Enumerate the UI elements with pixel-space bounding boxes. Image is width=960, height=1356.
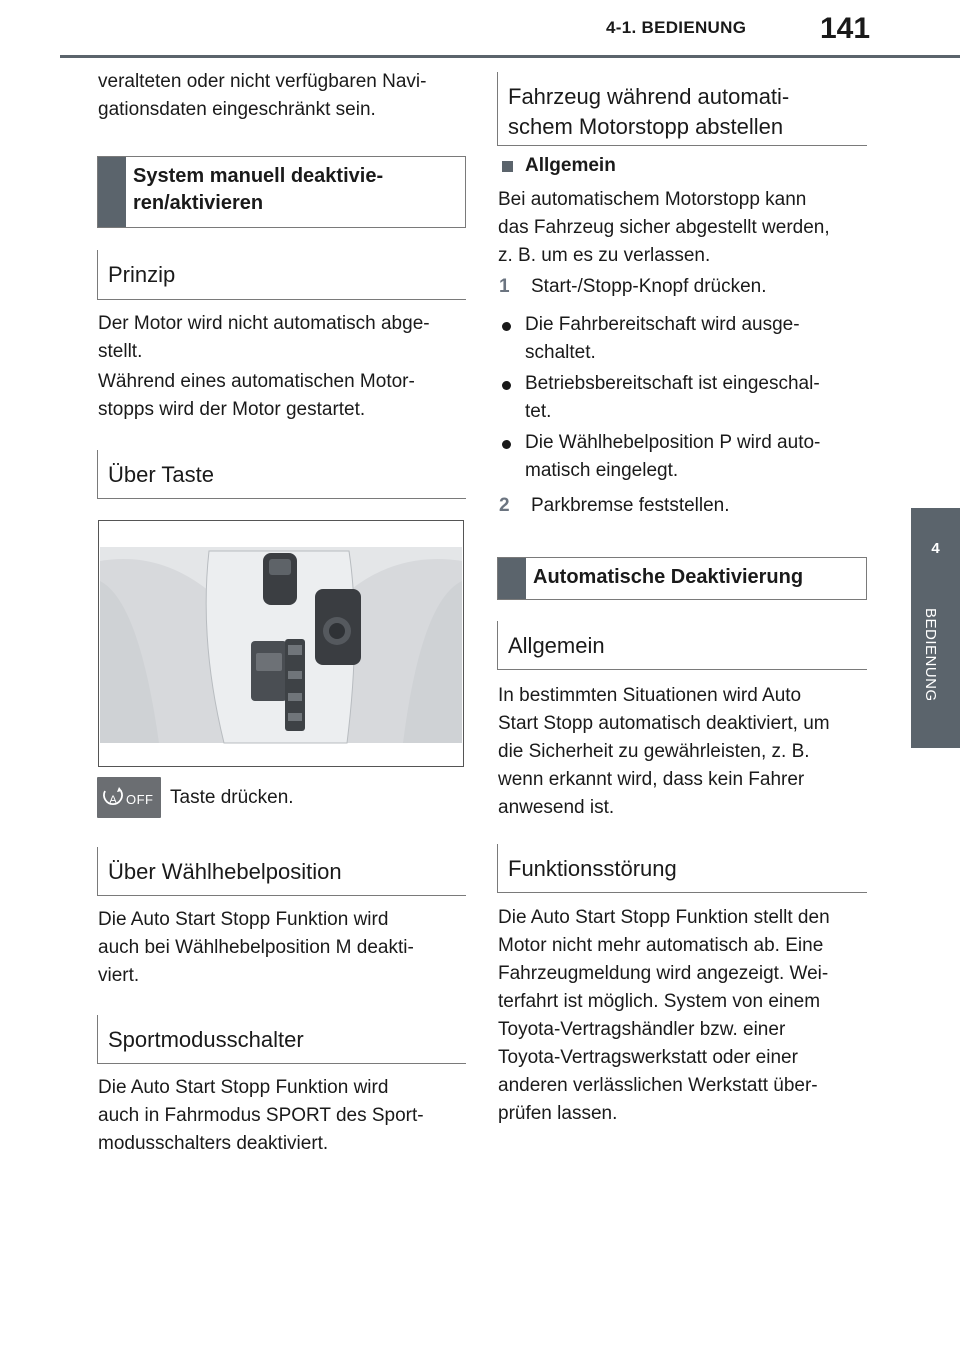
- subheading-allgemein-text: Allgemein: [508, 633, 605, 658]
- step-2-text: Parkbremse feststellen.: [531, 495, 730, 516]
- prinzip-paragraph-1: Der Motor wird nicht automatisch abge- stellt.: [98, 313, 430, 362]
- chapter-number: 4: [931, 540, 940, 557]
- svg-text:OFF: OFF: [126, 792, 154, 807]
- stoerung-paragraph: Die Auto Start Stopp Funktion stellt den Motor nicht mehr automatisch ab. Eine Fahrzeugmeldung wird angezeigt. Wei- terfahrt ist möglich. System von einem Toyota-Vertragshändler bzw. einer Toyota-Vertragswerkstatt oder einer anderen verlässlichen Werkstatt über- prüfen lassen.: [498, 907, 830, 1124]
- section-title: 4-1. BEDIENUNG: [606, 18, 747, 37]
- header-rule: [60, 55, 960, 58]
- square-marker-icon: [502, 161, 513, 172]
- bullet-icon: [502, 381, 511, 390]
- bullet-1: Die Fahrbereitschaft wird ausge- schaltet.: [525, 314, 800, 363]
- subheading-prinzip: [97, 250, 466, 300]
- subheading-stoerung-text: Funktionsstörung: [508, 856, 677, 881]
- allgemein-label: Allgemein: [525, 155, 616, 176]
- subheading-sport: [97, 1015, 466, 1064]
- heading-auto: Automatische Deaktivierung: [533, 566, 804, 588]
- waehlhebel-paragraph: Die Auto Start Stopp Funktion wird auch bei Wählhebelposition M deakti- viert.: [98, 909, 414, 986]
- heading-manual: System manuell deaktivie- ren/aktivieren: [133, 165, 384, 214]
- bullet-2: Betriebsbereitschaft ist eingeschal- tet.: [525, 373, 820, 422]
- subheading-waehlhebel-text: Über Wählhebelposition: [108, 859, 342, 884]
- button-caption: Taste drücken.: [170, 787, 294, 808]
- subheading-abstellen: [497, 72, 867, 146]
- heading-auto-box: [497, 557, 867, 600]
- subheading-prinzip-text: Prinzip: [108, 262, 176, 287]
- subheading-sport-text: Sportmodusschalter: [108, 1027, 304, 1052]
- subheading-taste: [97, 450, 466, 499]
- console-illustration: [99, 521, 463, 766]
- svg-text:A: A: [109, 794, 117, 806]
- sport-paragraph: Die Auto Start Stopp Funktion wird auch in Fahrmodus SPORT des Sport- modusschalters deaktiviert.: [98, 1077, 424, 1154]
- chapter-label: BEDIENUNG: [922, 608, 939, 702]
- subheading-allgemein: [497, 621, 867, 670]
- allgemein-paragraph: Bei automatischem Motorstopp kann das Fahrzeug sicher abgestellt werden, z. B. um es zu verlassen.: [498, 189, 830, 266]
- bullet-3: Die Wählhebelposition P wird auto- matisch eingelegt.: [525, 432, 821, 481]
- prinzip-paragraph-2: Während eines automatischen Motor- stopps wird der Motor gestartet.: [98, 371, 415, 420]
- intro-text: veralteten oder nicht verfügbaren Navi- gationsdaten eingeschränkt sein.: [98, 71, 427, 120]
- step-1-number: 1: [499, 276, 510, 297]
- auto-paragraph: In bestimmten Situationen wird Auto Start Stopp automatisch deaktiviert, um die Sicherheit zu gewährleisten, z. B. wenn erkannt wird, dass kein Fahrer anwesend ist.: [498, 685, 830, 818]
- heading-manual-box: [97, 156, 466, 228]
- heading-marker: [98, 157, 126, 227]
- center-console-image: [98, 520, 464, 767]
- step-2-number: 2: [499, 495, 510, 516]
- bullet-icon: [502, 440, 511, 449]
- auto-start-stop-off-icon: [97, 777, 161, 818]
- page-number: 141: [820, 12, 871, 45]
- heading-marker: [498, 558, 526, 599]
- subheading-stoerung: [497, 844, 867, 893]
- subheading-waehlhebel: [97, 847, 466, 896]
- subheading-abstellen-text: Fahrzeug während automati- schem Motorstopp abstellen: [508, 84, 790, 139]
- a-off-glyph: [97, 777, 161, 818]
- subheading-taste-text: Über Taste: [108, 462, 214, 487]
- step-1-text: Start-/Stopp-Knopf drücken.: [531, 276, 767, 297]
- bullet-icon: [502, 322, 511, 331]
